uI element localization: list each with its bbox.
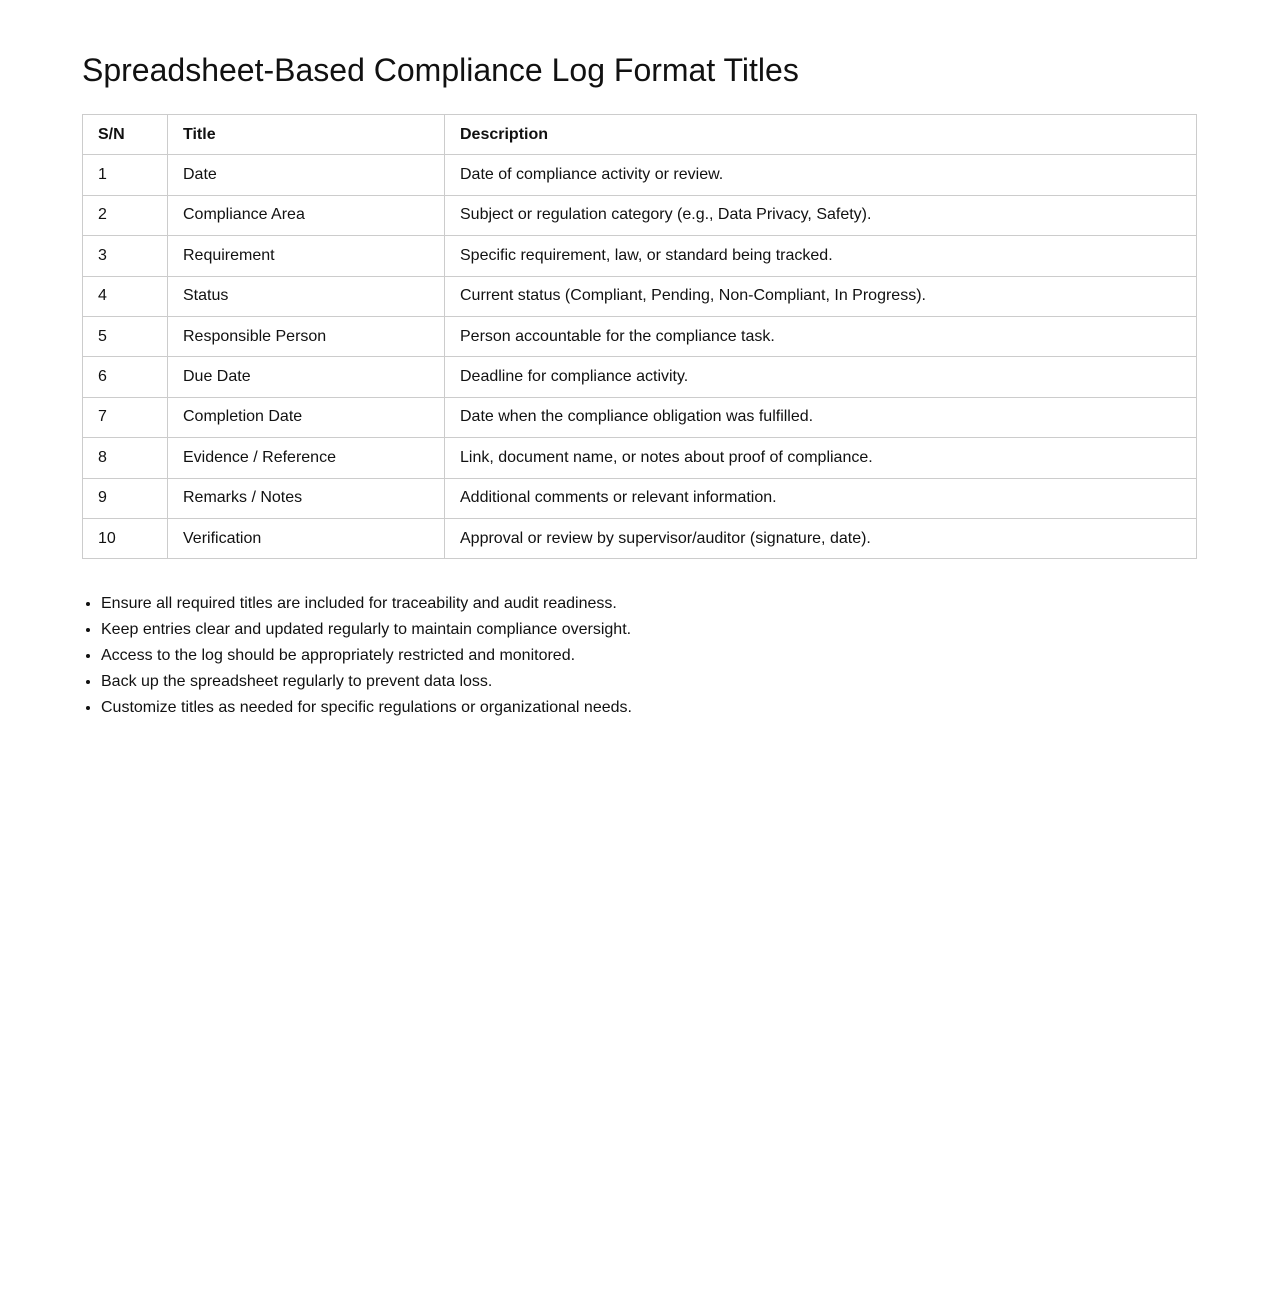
list-item: • Access to the log should be appropriately restricted and monitored. (101, 643, 1196, 669)
table-row (83, 478, 1197, 518)
table-header-row (83, 115, 1197, 155)
cell-sn: 7 (83, 397, 168, 437)
cell-title: Compliance Area (168, 195, 445, 235)
header-title: Title (168, 115, 445, 155)
cell-title: Completion Date (168, 397, 445, 437)
notes-list (82, 591, 1196, 721)
cell-sn: 10 (83, 518, 168, 558)
table-row (83, 155, 1197, 195)
table-row (83, 316, 1197, 356)
list-item: • Customize titles as needed for specific regulations or organizational needs. (101, 695, 1196, 721)
cell-sn: 3 (83, 236, 168, 276)
cell-sn: 9 (83, 478, 168, 518)
cell-title: Date (168, 155, 445, 195)
cell-description: Date of compliance activity or review. (445, 155, 1197, 195)
cell-sn: 6 (83, 357, 168, 397)
cell-description: Date when the compliance obligation was fulfilled. (445, 397, 1197, 437)
header-sn: S/N (83, 115, 168, 155)
table-row (83, 357, 1197, 397)
cell-description: Subject or regulation category (e.g., Data Privacy, Safety). (445, 195, 1197, 235)
cell-description: Specific requirement, law, or standard being tracked. (445, 236, 1197, 276)
cell-description: Current status (Compliant, Pending, Non-Compliant, In Progress). (445, 276, 1197, 316)
cell-description: Link, document name, or notes about proof of compliance. (445, 438, 1197, 478)
cell-title: Verification (168, 518, 445, 558)
cell-title: Due Date (168, 357, 445, 397)
cell-title: Requirement (168, 236, 445, 276)
header-description: Description (445, 115, 1197, 155)
compliance-log-table (82, 114, 1197, 559)
table-row (83, 276, 1197, 316)
table-row (83, 438, 1197, 478)
table-row (83, 397, 1197, 437)
cell-sn: 1 (83, 155, 168, 195)
page-title: Spreadsheet-Based Compliance Log Format Titles (82, 52, 799, 88)
cell-sn: 4 (83, 276, 168, 316)
cell-title: Responsible Person (168, 316, 445, 356)
table-row (83, 518, 1197, 558)
cell-title: Status (168, 276, 445, 316)
table-row (83, 195, 1197, 235)
list-item: • Keep entries clear and updated regularly to maintain compliance oversight. (101, 617, 1196, 643)
cell-title: Evidence / Reference (168, 438, 445, 478)
cell-sn: 8 (83, 438, 168, 478)
cell-sn: 5 (83, 316, 168, 356)
cell-description: Additional comments or relevant information. (445, 478, 1197, 518)
cell-sn: 2 (83, 195, 168, 235)
cell-title: Remarks / Notes (168, 478, 445, 518)
table-row (83, 236, 1197, 276)
cell-description: Deadline for compliance activity. (445, 357, 1197, 397)
list-item: • Ensure all required titles are included for traceability and audit readiness. (101, 591, 1196, 617)
cell-description: Person accountable for the compliance task. (445, 316, 1197, 356)
list-item: • Back up the spreadsheet regularly to prevent data loss. (101, 669, 1196, 695)
cell-description: Approval or review by supervisor/auditor (signature, date). (445, 518, 1197, 558)
